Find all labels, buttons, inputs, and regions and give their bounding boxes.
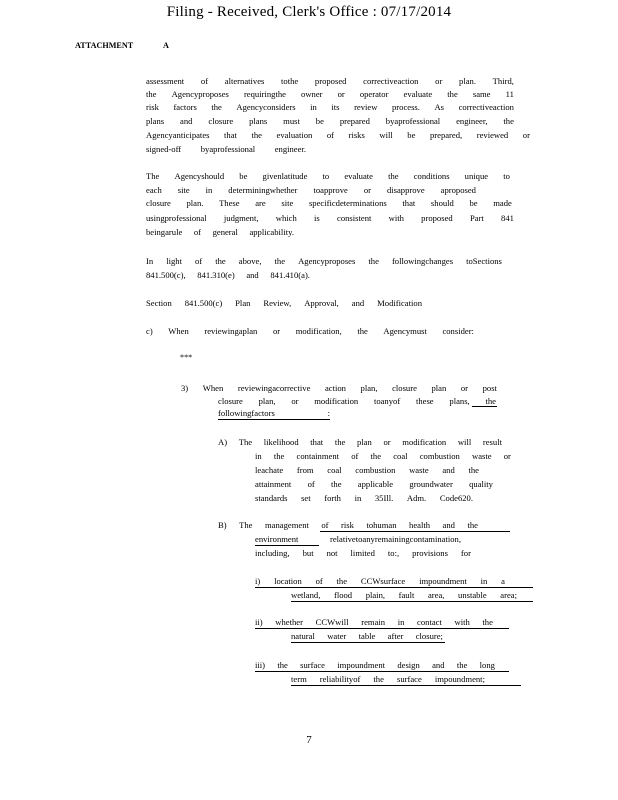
p1-line-5: [146, 130, 530, 140]
word: Code620.: [439, 493, 473, 503]
underline: [218, 419, 330, 420]
item-i-line-1: [255, 576, 505, 586]
word: or: [363, 185, 371, 195]
word: tothe: [281, 76, 299, 86]
word: factors: [173, 102, 197, 112]
word: Section: [146, 298, 172, 308]
word: CCWwill: [315, 617, 349, 627]
word: in: [480, 576, 488, 586]
word: above,: [238, 256, 262, 266]
word: that: [402, 198, 416, 208]
word: is: [314, 213, 320, 223]
word: Approval,: [304, 298, 339, 308]
itemA-line-3: [255, 465, 479, 475]
word: plain,: [365, 590, 386, 600]
word: or: [522, 130, 530, 140]
word: be: [315, 116, 324, 126]
word: in: [255, 451, 262, 461]
word: likelihood: [263, 437, 299, 447]
word: 841.410(a).: [270, 270, 310, 280]
word: impoundment: [337, 660, 386, 670]
word: groundwater: [409, 479, 453, 489]
word: for: [460, 548, 471, 558]
word: ii): [255, 617, 263, 627]
word: or: [272, 326, 281, 336]
word: the: [251, 130, 262, 140]
underline: [291, 601, 533, 602]
word: applicability.: [249, 227, 294, 237]
word: be: [239, 171, 248, 181]
word: action: [324, 383, 346, 393]
item-c: [146, 326, 474, 336]
word: waste: [409, 465, 429, 475]
word: byaprofessional: [200, 144, 256, 154]
underline: [255, 628, 509, 629]
word: that: [224, 130, 237, 140]
word: leachate: [255, 465, 284, 475]
word: c): [146, 326, 153, 336]
word: the: [277, 660, 288, 670]
word: of: [193, 227, 202, 237]
itemA-line-2: [255, 451, 511, 461]
word: site: [281, 198, 294, 208]
p1-line-4: [146, 116, 514, 126]
word: surface: [396, 674, 422, 684]
word: or: [460, 383, 469, 393]
word: coal: [393, 451, 408, 461]
word: including,: [255, 548, 290, 558]
word: :: [327, 408, 330, 418]
word: impoundment: [419, 576, 467, 586]
word: modification: [314, 396, 359, 406]
word: and: [246, 270, 259, 280]
word: Third,: [492, 76, 514, 86]
word: followingchanges: [391, 256, 454, 266]
word: same: [472, 89, 491, 99]
word: that: [310, 437, 324, 447]
p2-line-4: [146, 213, 514, 223]
word: The: [238, 437, 253, 447]
word: limited: [350, 548, 375, 558]
word: evaluate: [344, 171, 373, 181]
ellipsis: ***: [180, 352, 193, 362]
word: proposed: [421, 213, 453, 223]
word: Review,: [263, 298, 292, 308]
underline: [291, 642, 445, 643]
word: be: [407, 130, 416, 140]
word: Agencyconsiders: [236, 102, 296, 112]
word: The: [146, 171, 160, 181]
word: Modification: [377, 298, 422, 308]
word: and: [442, 520, 455, 530]
word: or: [337, 89, 345, 99]
word: toanyof: [373, 396, 401, 406]
item-ii-line-2: [291, 631, 443, 641]
word: of: [307, 479, 315, 489]
word: not: [326, 548, 338, 558]
word: and: [432, 660, 445, 670]
underline: [320, 531, 510, 532]
word: Plan: [235, 298, 251, 308]
word: the: [467, 520, 478, 530]
itemA-line-5: [255, 493, 473, 503]
word: the: [331, 479, 342, 489]
item-i-line-2: [291, 590, 517, 600]
word: of: [321, 520, 329, 530]
word: remain: [361, 617, 386, 627]
word: impoundment;: [434, 674, 485, 684]
word: signed-off: [146, 144, 182, 154]
word: to: [322, 171, 330, 181]
word: B): [218, 520, 227, 530]
word: the: [485, 396, 496, 406]
word: with: [454, 617, 470, 627]
p2-line-1: [146, 171, 510, 181]
item-iii-line-2: [291, 674, 485, 684]
word: correctiveaction: [363, 76, 419, 86]
word: applicable: [357, 479, 394, 489]
word: In: [146, 256, 154, 266]
word: and: [351, 298, 365, 308]
word: closure: [392, 383, 417, 393]
word: When: [168, 326, 189, 336]
attachment-label: ATTACHMENT: [75, 40, 134, 50]
p1-line-1: [146, 76, 514, 86]
word: risk: [146, 102, 159, 112]
word: the: [215, 256, 226, 266]
word: the: [482, 617, 493, 627]
p1-line-6: [146, 144, 306, 154]
word: provisions: [412, 548, 448, 558]
attachment-letter: A: [163, 40, 169, 50]
word: specificdeterminations: [308, 198, 387, 208]
word: a: [501, 576, 505, 586]
item3-line-3: [218, 408, 330, 418]
underline: [255, 545, 319, 546]
word: Agencyproposes: [298, 256, 356, 266]
word: consistent: [337, 213, 372, 223]
itemB-line-3: [255, 548, 471, 558]
word: tohuman: [366, 520, 397, 530]
word: givenlatitude: [262, 171, 308, 181]
word: should: [430, 198, 454, 208]
word: aproposed: [440, 185, 476, 195]
word: to:,: [387, 548, 400, 558]
word: the: [388, 171, 399, 181]
word: plans,: [449, 396, 470, 406]
word: attainment: [255, 479, 292, 489]
word: 841.500(c),: [146, 270, 186, 280]
word: consider:: [442, 326, 474, 336]
underline: [291, 685, 521, 686]
p2-line-3: [146, 198, 512, 208]
item-iii-line-1: [255, 660, 495, 670]
word: reviewed: [476, 130, 509, 140]
word: prepared: [339, 116, 370, 126]
p1-line-2: [146, 89, 514, 99]
word: from: [296, 465, 314, 475]
word: alternatives: [224, 76, 265, 86]
word: the: [456, 660, 468, 670]
word: of: [195, 256, 203, 266]
word: i): [255, 576, 261, 586]
word: contact: [417, 617, 442, 627]
word: toSections: [466, 256, 502, 266]
word: 35Ill.: [374, 493, 394, 503]
word: judgment,: [223, 213, 259, 223]
item3-line-1: [181, 383, 497, 393]
word: the: [468, 465, 479, 475]
word: the: [357, 326, 368, 336]
word: in: [310, 102, 317, 112]
word: Agencyanticipates: [146, 130, 210, 140]
word: of: [200, 76, 209, 86]
word: Agencyproposes: [171, 89, 229, 99]
word: the: [336, 576, 348, 586]
word: or: [435, 76, 443, 86]
word: relativetoanyremainingcontamination,: [329, 534, 461, 544]
word: term: [291, 674, 307, 684]
word: containment: [296, 451, 340, 461]
word: but: [302, 548, 314, 558]
word: in: [397, 617, 405, 627]
word: risks: [348, 130, 365, 140]
word: result: [482, 437, 502, 447]
word: followingfactors: [218, 408, 275, 418]
word: risk: [341, 520, 354, 530]
itemB-line-2: [255, 534, 461, 544]
word: these: [415, 396, 434, 406]
word: byaprofessional: [385, 116, 441, 126]
word: plan,: [258, 396, 276, 406]
word: with: [388, 213, 404, 223]
word: unique: [464, 171, 489, 181]
word: waste: [471, 451, 492, 461]
word: owner: [301, 89, 323, 99]
word: evaluation: [276, 130, 313, 140]
word: beingarule: [146, 227, 183, 237]
filing-header: Filing - Received, Clerk's Office : 07/17/2014: [166, 4, 452, 20]
word: A): [218, 437, 228, 447]
underline: [255, 671, 509, 672]
word: its: [331, 102, 340, 112]
word: assessment: [146, 76, 185, 86]
word: plan.: [186, 198, 204, 208]
word: forth: [324, 493, 341, 503]
word: plan.: [459, 76, 476, 86]
word: the: [368, 256, 379, 266]
word: closure;: [415, 631, 443, 641]
word: the: [274, 256, 286, 266]
word: table: [358, 631, 376, 641]
word: are: [255, 198, 266, 208]
word: must: [283, 116, 300, 126]
word: 11: [505, 89, 514, 99]
word: review: [354, 102, 378, 112]
word: made: [493, 198, 512, 208]
word: modification,: [295, 326, 342, 336]
word: or: [503, 451, 511, 461]
word: reviewingaplan: [204, 326, 258, 336]
word: will: [457, 437, 472, 447]
word: wetland,: [291, 590, 321, 600]
word: the: [146, 89, 157, 99]
word: These: [219, 198, 240, 208]
word: the: [273, 451, 285, 461]
word: process.: [392, 102, 420, 112]
word: closure: [208, 116, 234, 126]
word: the: [373, 674, 384, 684]
word: 841.310(e): [197, 270, 235, 280]
word: each: [146, 185, 162, 195]
p3-line-1: [146, 256, 502, 266]
word: Adm.: [406, 493, 427, 503]
word: correctiveaction: [458, 102, 514, 112]
word: the: [370, 451, 382, 461]
word: area;: [500, 590, 517, 600]
word: the: [503, 116, 514, 126]
page-number: 7: [306, 734, 312, 746]
word: water: [327, 631, 347, 641]
word: post: [482, 383, 497, 393]
word: to: [503, 171, 510, 181]
word: toapprove: [313, 185, 348, 195]
word: conditions: [413, 171, 450, 181]
p1-line-3: [146, 102, 514, 112]
word: operator: [359, 89, 389, 99]
word: reviewingacorrective: [237, 383, 311, 393]
word: reliabilityof: [319, 674, 361, 684]
word: health: [409, 520, 431, 530]
itemA-line-1: [218, 437, 502, 447]
word: which: [275, 213, 297, 223]
word: flood: [333, 590, 353, 600]
word: combustion: [419, 451, 460, 461]
word: quality: [469, 479, 493, 489]
word: evaluate: [403, 89, 433, 99]
word: closure: [218, 396, 243, 406]
word: plans: [146, 116, 165, 126]
itemA-line-4: [255, 479, 493, 489]
word: and: [442, 465, 455, 475]
word: will: [379, 130, 393, 140]
word: The: [239, 520, 253, 530]
word: plan,: [360, 383, 378, 393]
word: standards: [255, 493, 288, 503]
word: of: [315, 576, 323, 586]
word: in: [205, 185, 213, 195]
word: iii): [255, 660, 266, 670]
word: usingprofessional: [146, 213, 207, 223]
word: the: [334, 437, 346, 447]
word: When: [202, 383, 224, 393]
word: natural: [291, 631, 315, 641]
word: or: [291, 396, 299, 406]
p2-line-2: [146, 185, 476, 195]
word: requiringthe: [243, 89, 286, 99]
word: engineer.: [274, 144, 306, 154]
item-ii-line-1: [255, 617, 493, 627]
word: plans: [249, 116, 268, 126]
word: set: [301, 493, 311, 503]
word: 841.500(c): [184, 298, 223, 308]
word: of: [326, 130, 335, 140]
word: whether: [275, 617, 303, 627]
word: location: [274, 576, 302, 586]
word: CCWsurface: [360, 576, 406, 586]
word: disapprove: [386, 185, 425, 195]
word: in: [354, 493, 362, 503]
p2-line-5: [146, 227, 294, 237]
word: and: [180, 116, 193, 126]
word: light: [166, 256, 182, 266]
word: general: [212, 227, 238, 237]
word: 841: [501, 213, 514, 223]
underline: [472, 406, 497, 407]
word: area,: [427, 590, 445, 600]
word: site: [177, 185, 190, 195]
word: coal: [327, 465, 342, 475]
word: fault: [398, 590, 415, 600]
section-title: [146, 298, 422, 308]
word: determiningwhether: [228, 185, 298, 195]
word: modification: [402, 437, 447, 447]
word: the: [211, 102, 222, 112]
word: plan: [356, 437, 372, 447]
word: engineer,: [456, 116, 488, 126]
underline: [255, 587, 533, 588]
item3-line-2: [218, 396, 496, 406]
word: of: [351, 451, 359, 461]
word: 3): [181, 383, 189, 393]
word: environment: [255, 534, 299, 544]
word: design: [397, 660, 420, 670]
word: management: [264, 520, 309, 530]
word: long: [479, 660, 495, 670]
word: the: [447, 89, 458, 99]
word: surface: [300, 660, 325, 670]
word: Part: [469, 213, 484, 223]
word: proposed: [314, 76, 347, 86]
word: be: [469, 198, 478, 208]
word: or: [383, 437, 391, 447]
word: As: [434, 102, 445, 112]
word: after: [387, 631, 404, 641]
word: Agencymust: [383, 326, 427, 336]
p3-line-2: [146, 270, 310, 280]
word: prepared,: [429, 130, 463, 140]
itemB-line-1: [218, 520, 478, 530]
word: unstable: [458, 590, 487, 600]
word: combustion: [355, 465, 396, 475]
word: plan: [431, 383, 447, 393]
word: closure: [146, 198, 171, 208]
word: Agencyshould: [174, 171, 225, 181]
